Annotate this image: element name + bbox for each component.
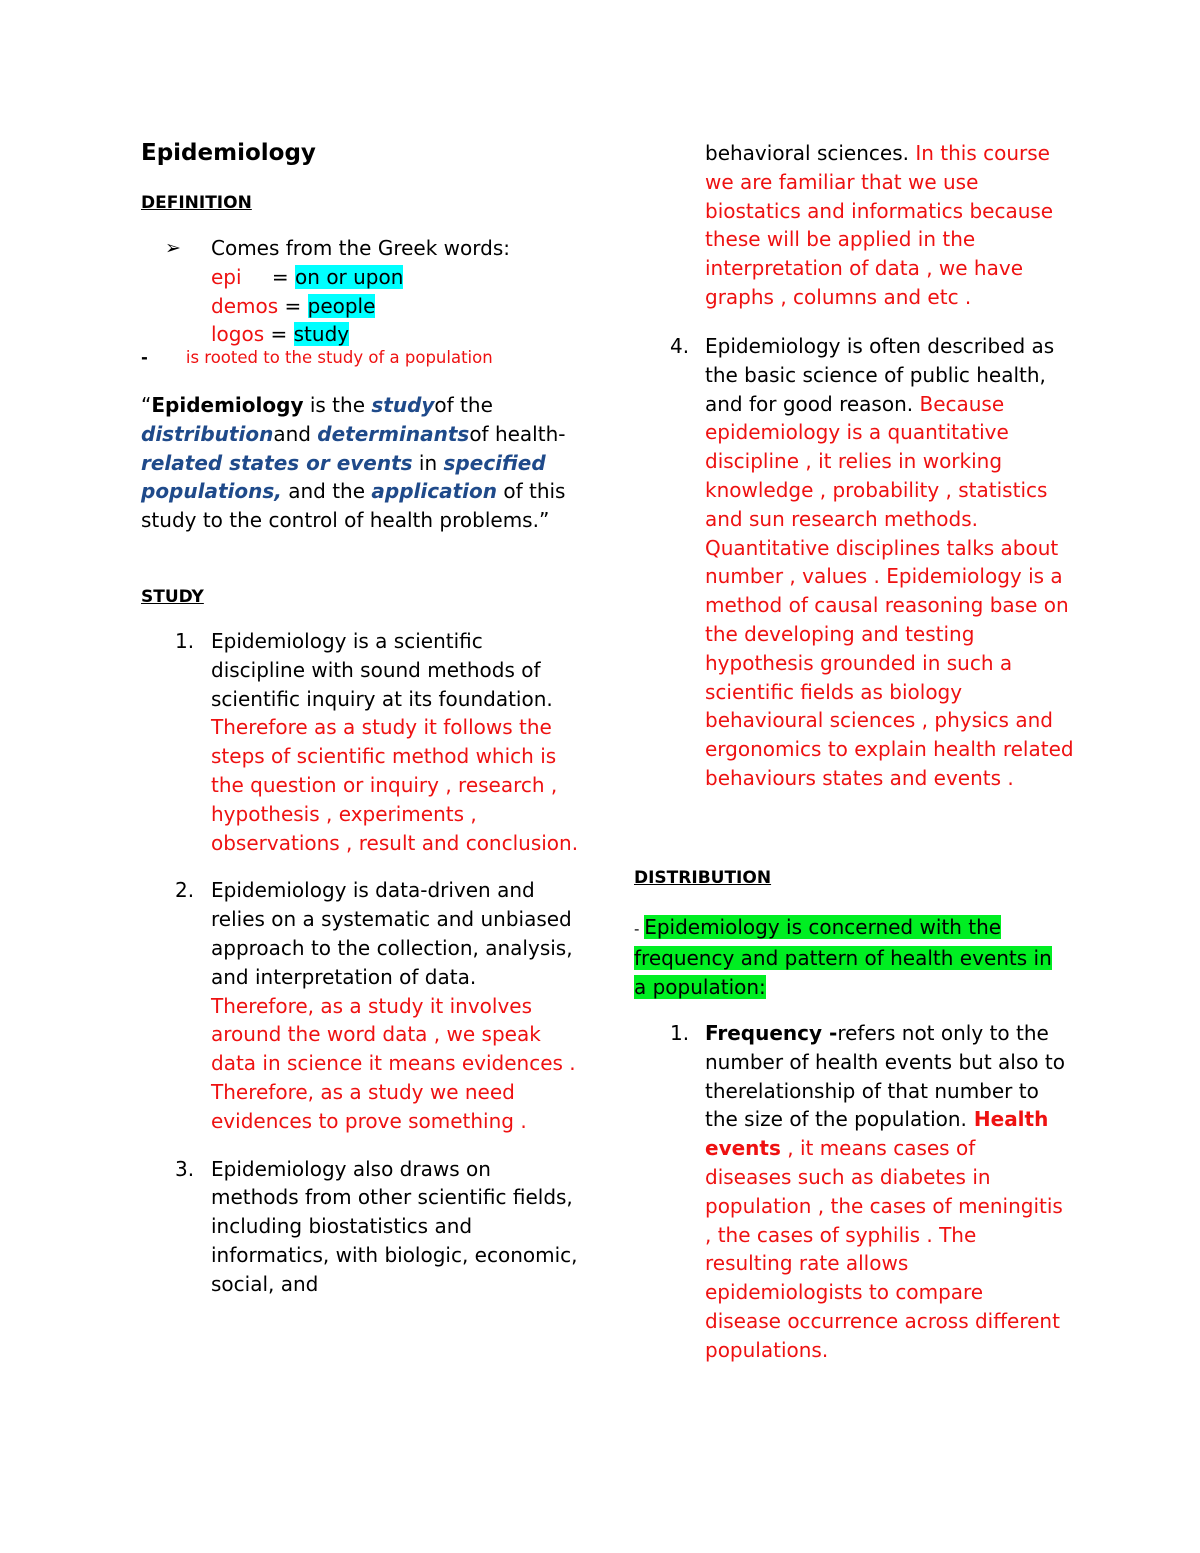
item-text: refers not only to the number of health events but also to therelationship of that number to the size of the population.	[705, 1021, 1065, 1132]
greek-term: logos	[211, 322, 265, 347]
item-text: Epidemiology is often described as the basic science of public health, and for good reason.	[705, 334, 1055, 416]
greek-term: demos	[211, 293, 279, 318]
distribution-heading: DISTRIBUTION	[634, 868, 772, 888]
item-note-term: Health events	[705, 1107, 1049, 1161]
quote-text: in	[412, 450, 444, 475]
quote-keyword: distribution	[141, 421, 274, 446]
item-text: Epidemiology also draws on methods from other scientific fields, including biostatistics and informatics, with biologic, economic, social, and	[211, 1156, 578, 1296]
page-title: Epidemiology	[141, 140, 316, 166]
quote-keyword: application	[371, 479, 497, 504]
greek-meaning: on or upon	[295, 264, 404, 289]
list-item	[634, 1019, 1074, 1365]
greek-meaning: people	[307, 293, 376, 318]
list-number: 2.	[175, 878, 195, 903]
definition-heading: DEFINITION	[141, 193, 252, 213]
quote-text: is the	[303, 393, 372, 417]
item-note: Because epidemiology is a quantitative discipline , it relies in working knowledge , probability , statistics and sun research methods. Quantitative disciplines talks about number , values . Epidemiology is a method of causal reasoning base on the developing and testing hypothesis grounded in such a scientific fields as biology behavioural sciences , physics and ergonomics to explain health related behaviours states and events .	[705, 391, 1074, 790]
quote-mark: “	[141, 393, 152, 417]
list-number: 3.	[175, 1156, 195, 1181]
list-number: 1.	[670, 1021, 690, 1045]
quote-text: and	[273, 421, 318, 446]
term-label: Frequency -	[705, 1021, 838, 1045]
list-item	[634, 332, 1074, 793]
list-item	[141, 1155, 581, 1299]
list-number: 4.	[670, 334, 690, 358]
item-text: behavioral sciences.	[705, 141, 909, 165]
item-note: , it means cases of diseases such as diabetes in population , the cases of meningitis , the cases of syphilis . The resulting rate allows epidemiologists to compare disease occurrence across different populations.	[705, 1136, 1063, 1362]
dash-bullet: -	[141, 348, 148, 367]
arrow-bullet-icon: ➢	[165, 237, 181, 259]
greek-word-row	[211, 292, 581, 321]
greek-word-row	[211, 320, 581, 349]
definition-quote	[141, 391, 581, 535]
item-text: Epidemiology is data-driven and relies on a systematic and unbiased approach to the collection, analysis, and interpretation of data.	[211, 878, 573, 989]
equals-sign: =	[270, 322, 288, 347]
greek-word-row	[211, 263, 581, 292]
highlighted-text: Epidemiology is concerned with the frequency and pattern of health events in a population:	[634, 915, 1052, 999]
item-note: In this course we are familiar that we use biostatics and informatics because these will be applied in the interpretation of data , we have graphs , columns and etc .	[705, 141, 1054, 309]
item-note: Therefore, as a study it involves around the word data , we speak data in science it means evidences . Therefore, as a study we need evidences to prove something .	[211, 993, 576, 1133]
greek-intro: Comes from the Greek words:	[211, 236, 510, 260]
quote-keyword: study	[371, 393, 435, 417]
study-heading: STUDY	[141, 587, 204, 607]
quote-term: Epidemiology	[151, 393, 304, 417]
dash-bullet: -	[634, 920, 645, 938]
greek-words-block	[141, 234, 581, 349]
list-item	[141, 627, 581, 857]
quote-text: and the	[281, 479, 372, 504]
quote-text: of this study to the control of health problems.”	[141, 479, 566, 533]
list-item	[141, 876, 581, 1135]
greek-meaning: study	[293, 322, 350, 347]
rooted-note	[141, 348, 493, 367]
quote-keyword: specified populations,	[141, 450, 546, 504]
greek-term: epi	[211, 264, 242, 289]
quote-text: of health-	[469, 421, 566, 446]
item-text: Epidemiology is a scientific discipline with sound methods of scientific inquiry at its foundation.	[211, 629, 553, 711]
equals-sign: =	[284, 293, 302, 318]
quote-keyword: related states or events	[141, 450, 413, 475]
study-list	[141, 627, 581, 1299]
item3-continuation	[705, 139, 1080, 312]
list-number: 1.	[175, 629, 195, 653]
item-note: Therefore as a study it follows the steps of scientific method which is the question or inquiry , research , hypothesis , experiments , observations , result and conclusion.	[211, 715, 579, 855]
quote-text: of the	[434, 393, 493, 417]
distribution-intro	[634, 913, 1054, 1001]
equals-sign: =	[271, 264, 289, 289]
rooted-text: is rooted to the study of a population	[185, 348, 493, 367]
quote-keyword: determinants	[317, 421, 470, 446]
